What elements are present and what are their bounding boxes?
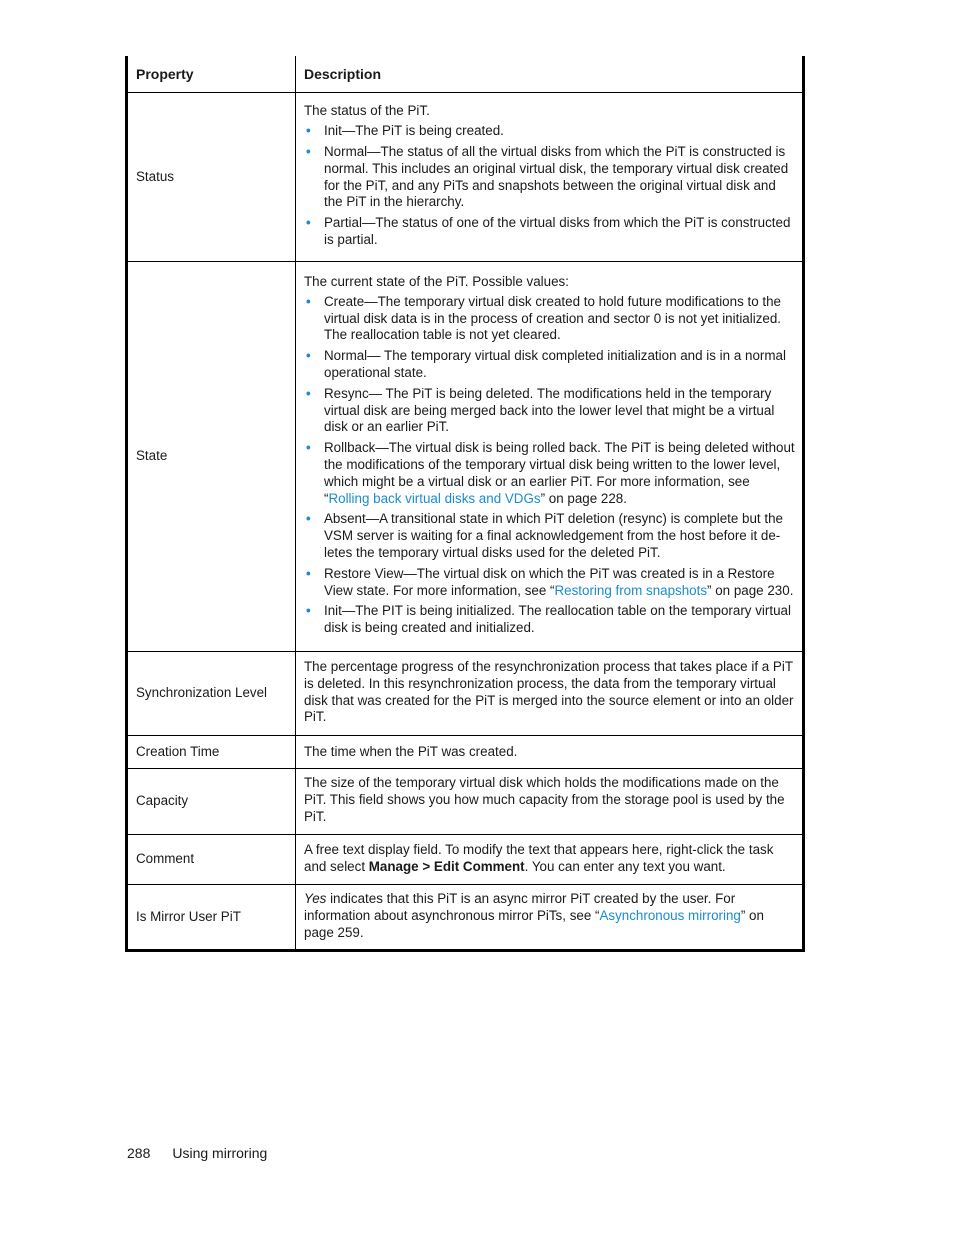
async-mirroring-link[interactable]: Asynchronous mirroring — [599, 907, 741, 923]
table-row — [127, 885, 804, 951]
list-item: • Rollback—The virtual disk is being rolled back. The PiT is being deleted without the modifications of the temporary virtual disk being written to the lower level, which might be a virtual disk or an earlier PiT. For more information, see “Rolling back virtual disks and VDGs” on page 228. — [306, 440, 795, 506]
list-item: • Partial—The status of one of the virtual disks from which the PiT is constructed is partial. — [306, 215, 791, 247]
bullet-icon: • — [306, 215, 311, 231]
property-name: Creation Time — [127, 736, 296, 769]
bullet-icon: • — [306, 440, 311, 456]
rolling-back-link[interactable]: Rolling back virtual disks and VDGs — [328, 490, 541, 506]
bullet-icon: • — [306, 123, 311, 139]
list-item: • Normal— The temporary virtual disk completed initialization and is in a normal operational state. — [306, 348, 786, 381]
bullet-icon: • — [306, 293, 311, 309]
list-item: • Create—The temporary virtual disk created to hold future modifications to the virtual disk data is in the process of creation and sector 0 is not yet initialized. The reallocation table is not yet cleared. — [306, 293, 782, 343]
description-lead: The status of the PiT. — [304, 103, 430, 119]
property-table — [125, 56, 805, 952]
menu-path: Manage > Edit Comment — [368, 858, 525, 874]
table-row — [127, 835, 804, 885]
table-row — [127, 262, 804, 652]
bullet-icon: • — [306, 348, 311, 364]
bullet-list — [304, 294, 795, 637]
property-name: Is Mirror User PiT — [127, 885, 296, 951]
page-number: 288 — [127, 1145, 151, 1161]
property-description: The percentage progress of the resynchronization process that takes place if a PiT is deleted. In this resynchronization process, the data from the temporary virtual disk that was created for the PiT is merged into the source element or into an older PiT. — [296, 652, 804, 736]
page-footer — [127, 1145, 267, 1161]
bullet-list — [304, 123, 795, 249]
description-lead: The current state of the PiT. Possible values: — [304, 274, 569, 290]
bullet-icon: • — [306, 511, 311, 527]
header-description: Description — [296, 56, 804, 93]
table-header-row — [127, 56, 804, 93]
list-item: • Absent—A transitional state in which PiT deletion (resync) is complete but the VSM server is waiting for a final acknowledgement from the host before it de-letes the temporary virtual disks used for the deleted PiT. — [306, 511, 783, 560]
yes-value: Yes — [304, 891, 327, 906]
property-name: Comment — [127, 835, 296, 885]
table-row — [127, 769, 804, 835]
property-name: Capacity — [127, 769, 296, 835]
property-description — [296, 93, 804, 262]
bullet-icon: • — [306, 603, 311, 619]
property-description: The size of the temporary virtual disk which holds the modifications made on the PiT. This field shows you how much capacity from the storage pool is used by the PiT. — [296, 769, 804, 835]
header-property: Property — [127, 56, 296, 93]
property-description — [296, 262, 804, 652]
section-title: Using mirroring — [172, 1145, 268, 1161]
list-item: • Resync— The PiT is being deleted. The modifications held in the temporary virtual disk are being merged back into the lower level that might be a virtual disk or an earlier PiT. — [306, 385, 775, 435]
bullet-icon: • — [306, 143, 311, 159]
table-row — [127, 736, 804, 769]
property-description: A free text display field. To modify the text that appears here, right-click the task and select Manage > Edit Comment. You can enter any text you want. — [296, 835, 804, 885]
table-row — [127, 652, 804, 736]
table-row — [127, 93, 804, 262]
list-item: • Restore View—The virtual disk on which the PiT was created is in a Restore View state. For more information, see “Restoring from snapshots” on page 230. — [306, 565, 794, 598]
property-name: Status — [127, 93, 296, 262]
property-name: State — [127, 262, 296, 652]
property-description: The time when the PiT was created. — [296, 736, 804, 769]
property-description: Yes indicates that this PiT is an async mirror PiT created by the user. For information about asynchronous mirror PiTs, see “Asynchronous mirroring” on page 259. — [296, 885, 804, 951]
list-item: • Init—The PIT is being initialized. The reallocation table on the temporary virtual disk is being created and initialized. — [306, 603, 791, 636]
property-name: Synchronization Level — [127, 652, 296, 736]
bullet-icon: • — [306, 565, 311, 581]
list-item: • Init—The PiT is being created. — [306, 123, 504, 139]
bullet-icon: • — [306, 385, 311, 401]
restoring-snapshots-link[interactable]: Restoring from snapshots — [554, 582, 708, 598]
list-item: • Normal—The status of all the virtual disks from which the PiT is constructed is normal. This includes an original virtual disk, the temporary virtual disk created for the PiT, and any PiTs and snapshots between the original virtual disk and the PiT in the hierarchy. — [306, 143, 789, 210]
